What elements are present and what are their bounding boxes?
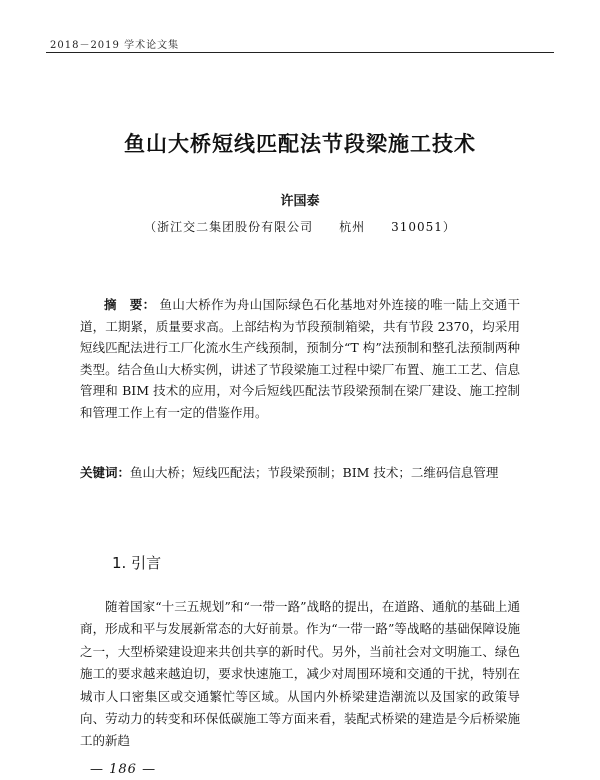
header-rule: [46, 52, 554, 53]
keywords-text: 鱼山大桥；短线匹配法；节段梁预制；BIM 技术；二维码信息管理: [130, 465, 499, 480]
section-heading: 1. 引言: [112, 554, 162, 572]
author-affiliation: （浙江交二集团股份有限公司 杭州 310051）: [144, 220, 456, 234]
keywords-label: 关键词：: [80, 465, 131, 480]
abstract-text: 鱼山大桥作为舟山国际绿色石化基地对外连接的唯一陆上交通干道，工期紧，质量要求高。上部结构为节段预制箱梁，共有节段 2370，均采用短线匹配法进行工厂化流水生产线预制，预制分“T 构”法预制和整孔法预制两种类型。结合鱼山大桥实例，讲述了节段梁施工过程中梁厂布置、施工工艺、信息管理和 BIM 技术的应用，对今后短线匹配法节段梁预制在梁厂建设、施工控制和管理工作上有一定的借鉴作用。: [80, 297, 520, 420]
author-name: 许国泰: [280, 194, 320, 209]
abstract: [80, 294, 520, 423]
keywords: [80, 462, 520, 484]
page-number: — 186 —: [90, 762, 157, 777]
body-paragraph: 随着国家“十三五规划”和“一带一路”战略的提出，在道路、通航的基础上通商，形成和平与发展新常态的大好前景。作为“一带一路”等战略的基础保障设施之一，大型桥梁建设迎来共创共享的新时代。另外，当前社会对文明施工、绿色施工的要求越来越迫切，要求快速施工，减少对周围环境和交通的干扰，特别在城市人口密集区或交通繁忙等区域。从国内外桥梁建造潮流以及国家的政策导向、劳动力的转变和环保低碳施工等方面来看，装配式桥梁的建造是今后桥梁施工的新趋: [80, 599, 520, 749]
abstract-label: 摘 要：: [104, 297, 156, 312]
article-title: 鱼山大桥短线匹配法节段梁施工技术: [124, 132, 476, 156]
running-header: 2018－2019 学术论文集: [50, 40, 180, 51]
